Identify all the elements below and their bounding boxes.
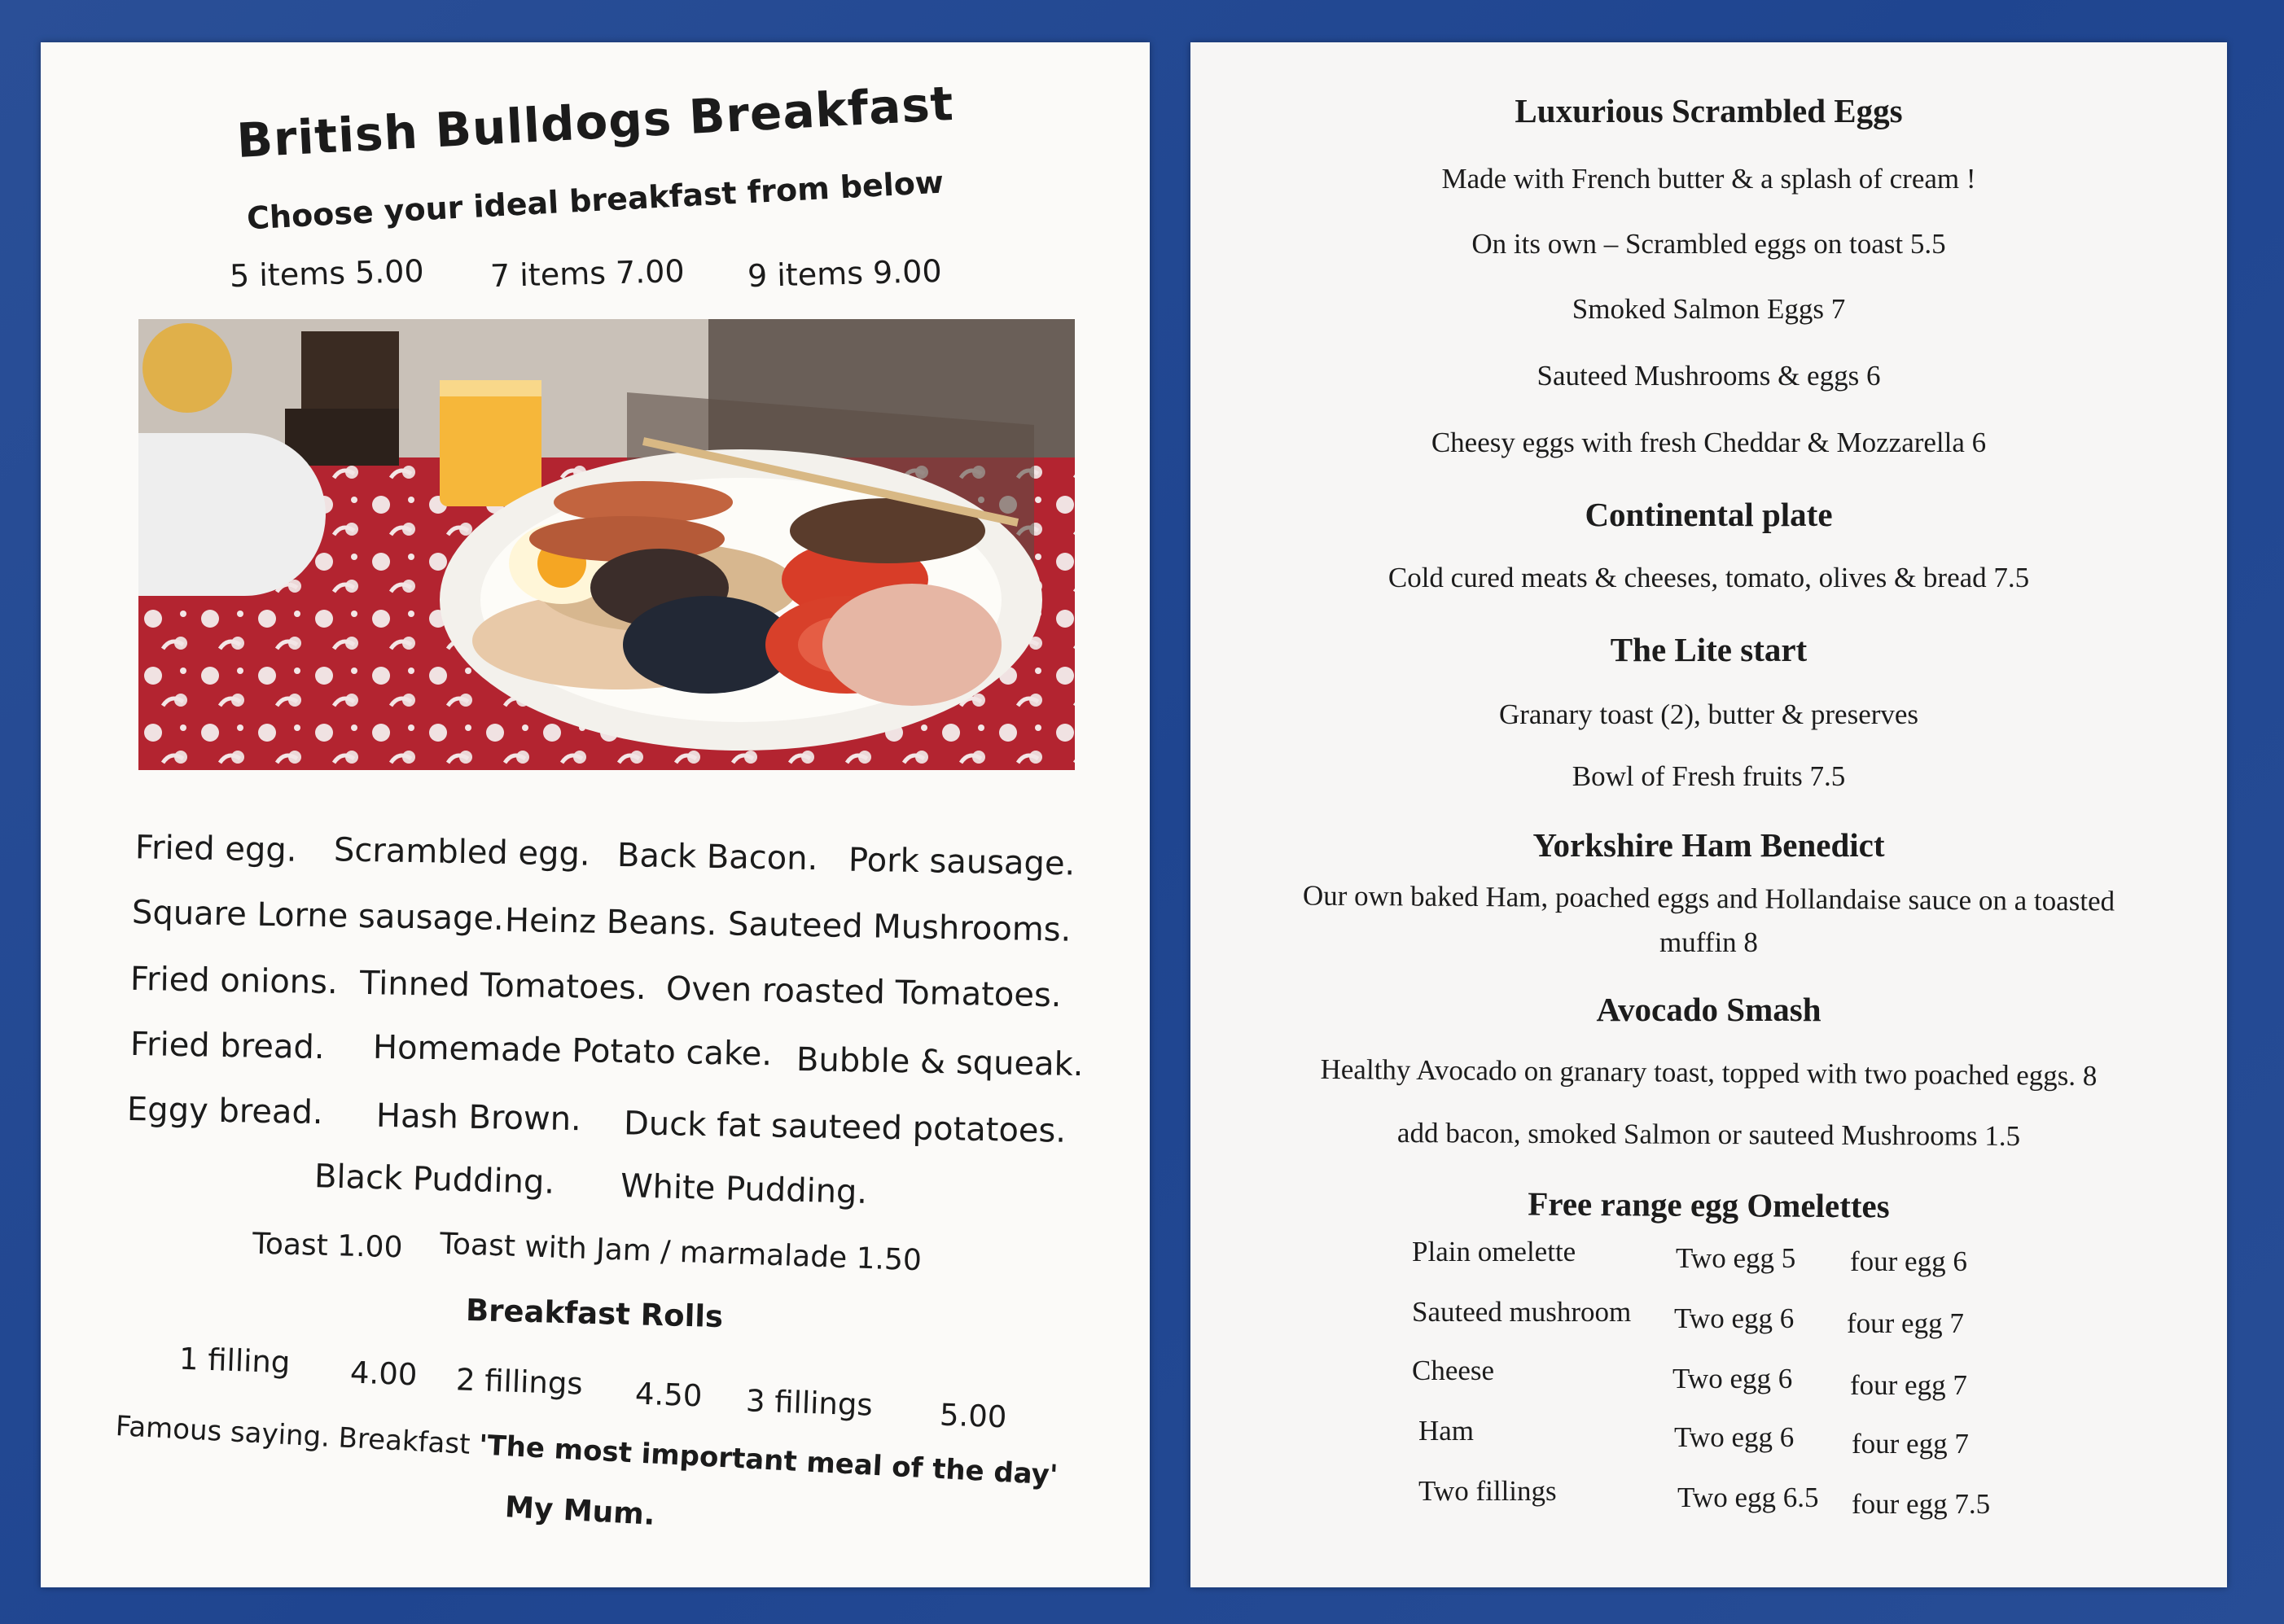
avocado-line: Healthy Avocado on granary toast, topped with two poached eggs. 8 (1320, 1053, 2098, 1092)
omelette-four-egg: four egg 7 (1852, 1428, 1969, 1460)
omelette-four-egg: four egg 7 (1850, 1369, 1967, 1401)
scrambled-line: Made with French butter & a splash of cream ! (1441, 163, 1976, 195)
roll-1-filling: 1 filling (178, 1341, 292, 1381)
omelette-four-egg: four egg 7.5 (1852, 1488, 1991, 1520)
avocado-line: add bacon, smoked Salmon or sauteed Mushrooms 1.5 (1396, 1116, 2021, 1153)
scrambled-line: On its own – Scrambled eggs on toast 5.5 (1471, 228, 1946, 260)
omelette-name: Two fillings (1418, 1475, 1557, 1507)
price-5-items: 5 items 5.00 (229, 252, 425, 295)
continental-line: Cold cured meats & cheeses, tomato, olives & bread 7.5 (1387, 562, 2030, 593)
item-fried-onions: Fried onions. (129, 960, 339, 1002)
breakfast-photo (138, 319, 1075, 770)
avocado-heading: Avocado Smash (1596, 991, 1822, 1028)
omelette-name: Sauteed mushroom (1412, 1296, 1632, 1328)
scrambled-line: Sauteed Mushrooms & eggs 6 (1537, 360, 1881, 392)
omelette-two-egg: Two egg 6 (1674, 1302, 1795, 1334)
item-square-lorne-sausage: Square Lorne sausage. (131, 894, 505, 938)
roll-3-fillings: 3 fillings (745, 1383, 874, 1423)
lite-heading: The Lite start (1610, 631, 1808, 668)
scrambled-line: Smoked Salmon Eggs 7 (1572, 293, 1846, 325)
saying-quote: 'The most important meal of the day' (478, 1429, 1059, 1492)
item-scrambled-egg: Scrambled egg. (333, 831, 591, 873)
item-homemade-potato-cake: Homemade Potato cake. (372, 1028, 773, 1074)
scrambled-heading: Luxurious Scrambled Eggs (1515, 92, 1903, 129)
benedict-line: muffin 8 (1659, 926, 1758, 958)
saying-author: My Mum. (504, 1490, 656, 1532)
item-black-pudding: Black Pudding. (313, 1158, 555, 1202)
saying-prefix: Famous saying. Breakfast (114, 1410, 471, 1461)
continental-heading: Continental plate (1585, 496, 1833, 533)
breakfast-menu-page (41, 42, 1150, 1587)
omelette-name: Ham (1418, 1415, 1475, 1447)
price-9-items: 9 items 9.00 (747, 252, 943, 295)
item-heinz-beans: Heinz Beans. (504, 901, 717, 943)
omelette-two-egg: Two egg 6 (1674, 1421, 1795, 1453)
item-back-bacon: Back Bacon. (616, 836, 818, 878)
item-tinned-tomatoes: Tinned Tomatoes. (359, 964, 647, 1008)
item-duck-fat-potatoes: Duck fat sauteed potatoes. (623, 1105, 1067, 1150)
item-hash-brown: Hash Brown. (375, 1097, 582, 1139)
omelette-two-egg: Two egg 5 (1676, 1242, 1796, 1274)
item-fried-egg: Fried egg. (134, 829, 297, 869)
price-7-items: 7 items 7.00 (489, 252, 686, 295)
omelette-two-egg: Two egg 6.5 (1677, 1482, 1819, 1513)
menu-subtitle: Choose your ideal breakfast from below (246, 164, 945, 237)
menu-title: British Bulldogs Breakfast (235, 75, 956, 169)
item-oven-roasted-tomatoes: Oven roasted Tomatoes. (665, 970, 1062, 1015)
toast-price: Toast 1.00 (252, 1227, 403, 1265)
benedict-line: Our own baked Ham, poached eggs and Hollandaise sauce on a toasted (1302, 879, 2115, 917)
omelettes-heading: Free range egg Omelettes (1528, 1184, 1890, 1225)
toast-jam-price: Toast with Jam / marmalade 1.50 (439, 1227, 923, 1278)
lite-line: Granary toast (2), butter & preserves (1498, 698, 1919, 730)
omelette-four-egg: four egg 7 (1847, 1307, 1964, 1339)
item-pork-sausage: Pork sausage. (848, 841, 1076, 883)
rolls-heading: Breakfast Rolls (465, 1292, 724, 1335)
lite-line: Bowl of Fresh fruits 7.5 (1572, 760, 1846, 792)
scrambled-line: Cheesy eggs with fresh Cheddar & Mozzarella 6 (1431, 427, 1987, 458)
roll-3-price: 5.00 (939, 1397, 1008, 1435)
omelette-name: Cheese (1412, 1355, 1495, 1386)
famous-saying (115, 1410, 1059, 1492)
roll-2-fillings: 2 fillings (455, 1362, 584, 1402)
roll-1-price: 4.00 (349, 1355, 419, 1393)
omelette-four-egg: four egg 6 (1850, 1245, 1967, 1277)
item-sauteed-mushrooms: Sauteed Mushrooms. (727, 905, 1072, 949)
omelette-name: Plain omelette (1412, 1236, 1576, 1267)
omelette-two-egg: Two egg 6 (1672, 1363, 1793, 1394)
item-bubble-and-squeak: Bubble & squeak. (796, 1040, 1084, 1084)
item-white-pudding: White Pudding. (620, 1167, 868, 1211)
benedict-heading: Yorkshire Ham Benedict (1532, 826, 1885, 864)
roll-2-price: 4.50 (634, 1376, 704, 1414)
item-eggy-bread: Eggy bread. (126, 1090, 324, 1132)
eggs-menu-page (1190, 42, 2227, 1587)
item-fried-bread: Fried bread. (129, 1025, 325, 1067)
